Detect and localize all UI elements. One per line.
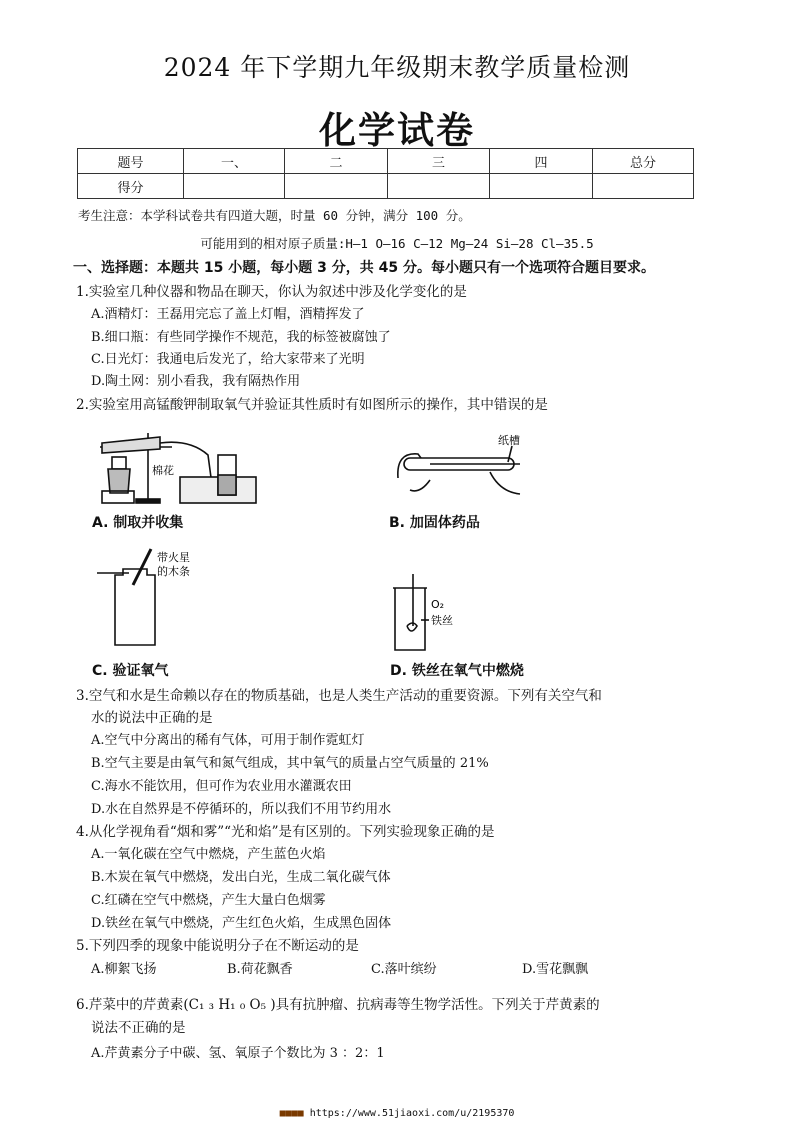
- score-cell: [184, 174, 285, 199]
- question-4-option-b: B.木炭在氧气中燃烧，发出白光，生成二氧化碳气体: [91, 870, 391, 885]
- question-5-option-d: D.雪花飘飘: [522, 962, 589, 977]
- score-cell: [285, 174, 388, 199]
- figure-b-apparatus: [390, 432, 540, 502]
- score-table: [77, 148, 694, 199]
- figure-b-label: 纸槽: [498, 434, 520, 447]
- score-cell: 题号: [78, 149, 184, 174]
- question-4-option-d: D.铁丝在氧气中燃烧，产生红色火焰，生成黑色固体: [91, 916, 392, 931]
- page-footer: [0, 1108, 794, 1119]
- score-cell: [593, 174, 694, 199]
- question-1-stem: 1.实验室几种仪器和物品在聊天，你认为叙述中涉及化学变化的是: [76, 284, 467, 300]
- question-6-stem-line-2: 说法不正确的是: [91, 1020, 186, 1036]
- footer-watermark: ■■■■: [279, 1108, 304, 1119]
- score-cell: [490, 174, 593, 199]
- score-cell: 得分: [78, 174, 184, 199]
- figure-c-apparatus: [95, 545, 215, 650]
- figure-d-label-o2: O₂: [431, 598, 445, 611]
- figure-a-apparatus: [90, 425, 260, 505]
- question-5-option-c: C.落叶缤纷: [371, 962, 437, 977]
- score-cell: 三: [388, 149, 490, 174]
- score-cell: 四: [490, 149, 593, 174]
- question-1-option-a: A.酒精灯：王磊用完忘了盖上灯帽，酒精挥发了: [91, 307, 365, 322]
- figure-b-caption: B. 加固体药品: [389, 515, 480, 531]
- question-3-option-c: C.海水不能饮用，但可作为农业用水灌溉农田: [91, 779, 352, 794]
- figure-a-caption: A. 制取并收集: [92, 515, 184, 531]
- figure-c-label-2: 的木条: [157, 565, 190, 578]
- question-1-option-b: B.细口瓶：有些同学操作不规范，我的标签被腐蚀了: [91, 330, 391, 345]
- question-1-option-c: C.日光灯：我通电后发光了，给大家带来了光明: [91, 352, 365, 367]
- figure-c-label-1: 带火星: [157, 551, 190, 564]
- exam-notice: 考生注意：本学科试卷共有四道大题，时量 60 分钟，满分 100 分。: [78, 208, 471, 223]
- figure-c-caption: C. 验证氧气: [92, 663, 169, 679]
- question-4-option-a: A.一氧化碳在空气中燃烧，产生蓝色火焰: [91, 847, 326, 862]
- score-cell: 一、: [184, 149, 285, 174]
- question-5-option-b: B.荷花飘香: [227, 962, 293, 977]
- question-6-stem-line-1: 6.芹菜中的芹黄素(C₁ ₃ H₁ ₀ O₅ )具有抗肿瘤、抗病毒等生物学活性。下列关于芹黄素的: [76, 997, 600, 1013]
- question-3-stem-line-2: 水的说法中正确的是: [91, 710, 213, 726]
- atomic-masses: 可能用到的相对原子质量:H—1 O—16 C—12 Mg—24 Si—28 Cl—35.5: [200, 236, 594, 251]
- footer-url[interactable]: https://www.51jiaoxi.com/u/2195370: [309, 1108, 515, 1119]
- question-3-option-d: D.水在自然界是不停循环的，所以我们不用节约用水: [91, 802, 392, 817]
- score-cell: [388, 174, 490, 199]
- score-table-score-row: [78, 174, 694, 199]
- question-3-option-b: B.空气主要是由氧气和氮气组成，其中氧气的质量占空气质量的 21%: [91, 756, 489, 771]
- question-4-option-c: C.红磷在空气中燃烧，产生大量白色烟雾: [91, 893, 326, 908]
- question-5-option-a: A.柳絮飞扬: [91, 962, 157, 977]
- question-2-stem: 2.实验室用高锰酸钾制取氧气并验证其性质时有如图所示的操作，其中错误的是: [76, 397, 548, 413]
- figure-a-label: 棉花: [152, 464, 174, 477]
- subject-title: 化学试卷: [319, 108, 475, 152]
- score-cell: 二: [285, 149, 388, 174]
- question-3-stem-line-1: 3.空气和水是生命赖以存在的物质基础，也是人类生产活动的重要资源。下列有关空气和: [76, 688, 602, 704]
- exam-title: 2024 年下学期九年级期末教学质量检测: [163, 53, 631, 82]
- question-5-stem: 5.下列四季的现象中能说明分子在不断运动的是: [76, 938, 359, 954]
- section-heading: 一、选择题：本题共 15 小题，每小题 3 分，共 45 分。每小题只有一个选项符合题目要求。: [73, 260, 655, 276]
- question-1-option-d: D.陶土网：别小看我，我有隔热作用: [91, 374, 301, 389]
- score-cell: 总分: [593, 149, 694, 174]
- figure-d-apparatus: [385, 570, 475, 655]
- figure-d-caption: D. 铁丝在氧气中燃烧: [390, 663, 524, 679]
- figure-d-label-fe: 铁丝: [431, 614, 453, 627]
- question-3-option-a: A.空气中分离出的稀有气体，可用于制作霓虹灯: [91, 733, 365, 748]
- question-4-stem: 4.从化学视角看“烟和雾”“光和焰”是有区别的。下列实验现象正确的是: [76, 824, 495, 840]
- question-6-option-a: A.芹黄素分子中碳、氢、氧原子个数比为 3 ：2：1: [91, 1046, 385, 1061]
- score-table-header-row: [78, 149, 694, 174]
